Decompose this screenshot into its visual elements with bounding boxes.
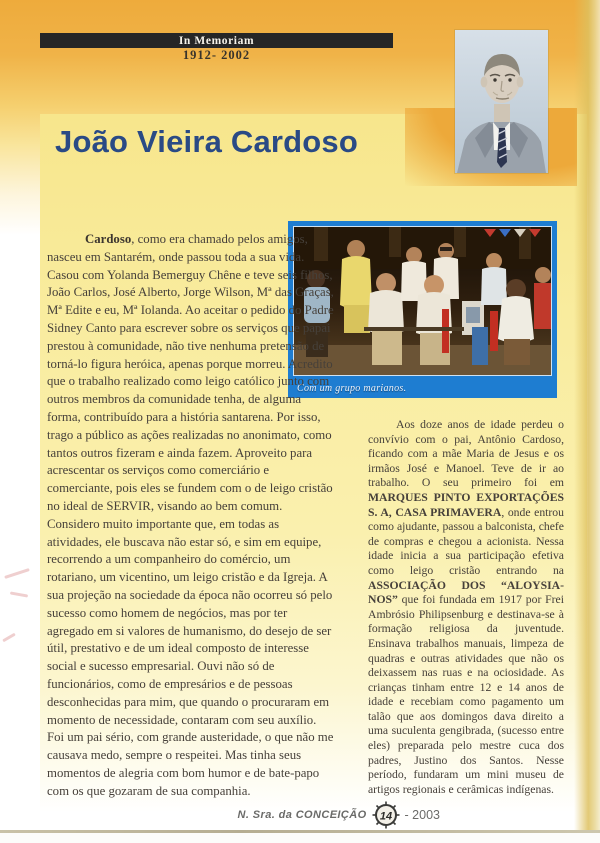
page-title: João Vieira Cardoso	[55, 124, 359, 159]
right-column-text	[368, 418, 564, 797]
bottom-margin	[0, 833, 600, 843]
red-scan-mark	[2, 633, 16, 643]
company-name-bold: MARQUES PINTO EXPORTAÇÕES S. A, CASA PRIMAVERA	[368, 490, 564, 519]
page-curl-shadow	[574, 0, 600, 832]
memoriam-label: In Memoriam	[178, 34, 255, 47]
right-seg1: Aos doze anos de idade perdeu o convívio com o pai, Antônio Cardoso, ficando com a mãe Maria de Jesus e os irmãos José e Manoel. Teve de ir ao trabalho. O seu primeiro foi em	[368, 418, 564, 490]
left-column-text	[47, 231, 336, 801]
red-scan-mark	[4, 568, 30, 579]
right-seg2: , onde entrou como ajudante, passou a balconista, chefe de compras e chegou a acionista. Nessa idade inicia a sua participação efetiva como leigo cristão entrando na	[368, 505, 564, 577]
svg-text:14: 14	[379, 810, 392, 823]
header-bar	[40, 33, 393, 48]
left-column-body: , como era chamado pelos amigos, nasceu em Santarém, onde passou toda a sua vida. Casou com Yolanda Bemerguy Chêne e teve seis filhos, João Carlos, José Alberto, Jorge Wilson, Mª das Graças, Mª Edite e eu, Mª Iolanda. Ao aceitar o pedido do Padre Sidney Canto para escrever sobre os serviços que papai prestou à comunidade, não tive nenhuma pretensão de torná-lo figura heróica, apenas porque morreu. Acredito que o trabalho realizado como leigo católico junto com outros membros da comunidade tenha, de alguma forma, contribuído para a história santarena. Por isso, trago a público as ações realizadas no anonimato, como tantos outros fizeram e ainda fazem. Aproveito para acrescentar os serviços como comerciário e comerciante, pois eles se fundem com o de leigo cristão no ideal de SERVIR, visando ao bem comum. Considero muito importante que, em todas as atividades, ele buscava não estar só, e sim em equipe, recorrendo a um companheiro do comércio, um rotariano, um vicentino, um leigo cristão e da Igreja. A sua projeção na sociedade da época não ocorreu só pelo sucesso como homem de negócios, mas por ter agregado em si valores de humanismo, do desejo de ser útil, prestativo e de um ideal composto de interesse social e sucesso empresarial. Ouvi não só de funcionários, como de empresários e de pessoas desconhecidas para mim, que quando o procuraram em momento de necessidade, contaram com seu auxílio. Foi um pai sério, com grande austeridade, o que não me causava medo, sempre o respeitei. Mas tinha seus momentos de alegria com bom humor e de bate-papo com os que gozaram de sua companhia.	[47, 232, 334, 798]
wheel-emblem-icon	[371, 800, 401, 830]
page-number-badge	[371, 800, 401, 830]
right-seg3: que foi fundada em 1917 por Frei Ambrósio Philipsenburg e destinava-se à formação religiosa da juventude. Ensinava trabalhos manuais, limpeza de quadras e outras atividades que não os deixassem nas ruas e na ociosidade. As crianças tinham entre 12 e 14 anos de idade e recebiam como pagamento um talão que aos domingos dava direito a uma suculenta gengibrada, (sucesso entre eles) preparada pelo mestre cuca dos padres, Justino dos Santos. Nesse período, fundaram um mini museu de artigos regionais e cerâmicas indígenas.	[368, 593, 564, 796]
photo-caption: Com um grupo marianos.	[297, 383, 407, 394]
publication-name: N. Sra. da CONCEIÇÃO	[237, 809, 367, 821]
lead-word: Cardoso	[85, 232, 132, 246]
elderly-man-portrait-icon	[455, 30, 548, 173]
years-label: 1912- 2002	[182, 48, 251, 62]
footer	[0, 800, 440, 830]
association-name-bold: ASSOCIAÇÃO DOS “ALOYSIA-NOS”	[368, 578, 564, 607]
year-label: - 2003	[404, 808, 440, 822]
red-scan-mark	[10, 591, 28, 597]
portrait-photo	[455, 30, 548, 173]
